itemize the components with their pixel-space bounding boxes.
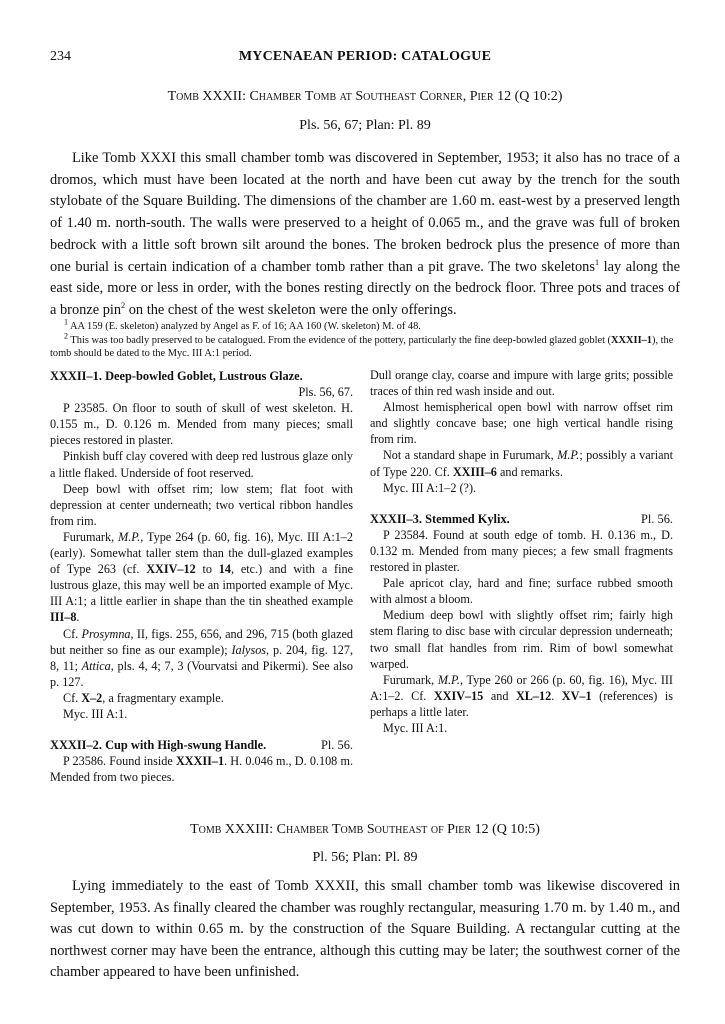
entry-paragraph: Furumark, M.P., Type 264 (p. 60, fig. 16), Myc. III A:1–2 (early). Somewhat taller stem than the dull-glazed examples of Type 263 (cf. XXIV–12 to 14, etc.) and with a fine lustrous glaze, this may well be an imported example of Myc. III A:1; a little earlier in shape than the tin sheathed example III–8. bbox=[50, 529, 354, 625]
entry-paragraph: Cf. X–2, a fragmentary example. bbox=[63, 690, 224, 705]
entry-date: Myc. III A:1. bbox=[63, 706, 128, 721]
entry-label: XXXII–2. Cup with High-swung Handle. bbox=[50, 738, 267, 753]
tomb-xxxii-heading: Tomb XXXII: Chamber Tomb at Southeast Corner, Pier 12 (Q 10:2) bbox=[167, 89, 563, 104]
tomb-xxxiii-heading: Tomb XXXIII: Chamber Tomb Southeast of Pier 12 (Q 10:5) bbox=[190, 822, 540, 837]
entry-plates: Pl. 56. bbox=[640, 511, 673, 526]
entry-label: XXXII–1. Deep-bowled Goblet, Lustrous Glaze. bbox=[50, 369, 303, 383]
footnote-1: $^1$ AA 159 (E. skeleton) analyzed by Angel as F. of 16; AA 160 (W. skeleton) M. of 48. bbox=[64, 317, 421, 332]
entry-paragraph: Pale apricot clay, hard and fine; surface rubbed smooth with almost a bloom. bbox=[370, 576, 673, 607]
catalogue-column-right bbox=[370, 367, 673, 736]
tomb-xxxii-plates: Pls. 56, 67; Plan: Pl. 89 bbox=[299, 118, 431, 133]
catalogue-column-left bbox=[50, 368, 353, 785]
tomb-xxxiii-intro bbox=[50, 876, 680, 984]
running-head bbox=[50, 49, 680, 69]
entry-paragraph: P 23586. Found inside XXXII–1. H. 0.046 m., D. 0.108 m. Mended from two pieces. bbox=[50, 754, 354, 785]
entry-paragraph: Furumark, M.P., Type 260 or 266 (p. 60, fig. 16), Myc. III A:1–2. Cf. XXIV–15 and XL–12. XV–1 (references) is perhaps a little later. bbox=[370, 672, 673, 719]
tomb-xxxii-intro bbox=[50, 148, 680, 322]
entry-paragraph: Almost hemispherical open bowl with narrow offset rim and slightly concave base; one high vertical handle rising from rim. bbox=[370, 400, 673, 447]
tomb-xxxiii-plates: Pl. 56; Plan: Pl. 89 bbox=[312, 850, 418, 865]
tomb-xxxiii-intro-paragraph: Lying immediately to the east of Tomb XXXII, this small chamber tomb was likewise discovered in September, 1953. As finally cleared the chamber was roughly rectangular, measuring 1.70 m. by 1.40 m., and was cut down to within 0.65 m. by the construction of the Square Building. A rectangular cutting at the northwest corner may have been the entrance, although this cutting may be later; the southwest corner of the chamber appeared to have been unfinished. bbox=[50, 878, 680, 981]
tomb-xxxii-intro-paragraph: Like Tomb XXXI this small chamber tomb was discovered in September, 1953; it also has no trace of a dromos, which must have been located at the north and have been cut away by the trench for the south stylobate of the Square Building. The dimensions of the chamber are 1.60 m. east-west by a preserved length of 1.40 m. north-south. The walls were preserved to a height of 0.065 m., and the grave was full of broken bedrock with a little soft brown silt around the bones. The broken bedrock plus the presence of more than one burial is certain indication of a chamber tomb rather than a pit grave. The two skeletons$^1$ lay along the east side, more or less in order, with the bones resting directly on the bedrock floor. Three pots and traces of a bronze pin$^2$ on the chest of the west skeleton were the only offerings. bbox=[50, 150, 680, 318]
entry-paragraph: P 23585. On floor to south of skull of west skeleton. H. 0.155 m., D. 0.126 m. Mended from many pieces; small pieces restored in plaster. bbox=[50, 401, 353, 448]
entry-paragraph: Not a standard shape in Furumark, M.P.; possibly a variant of Type 220. Cf. XXIII–6 and remarks. bbox=[370, 448, 674, 479]
entry-paragraph: Pinkish buff clay covered with deep red lustrous glaze only a little flaked. Underside of foot reserved. bbox=[50, 449, 353, 480]
entry-paragraph: Dull orange clay, coarse and impure with large grits; possible traces of thin red wash inside and out. bbox=[370, 368, 673, 399]
entry-heading-xxxii-1 bbox=[50, 368, 353, 384]
entry-plates: Pl. 56. bbox=[320, 738, 353, 753]
entry-label: XXXII–3. Stemmed Kylix. bbox=[370, 511, 510, 526]
entry-paragraph: Cf. Prosymna, II, figs. 255, 656, and 296, 715 (both glazed but neither so fine as our example); Ialysos, p. 204, fig. 127, 8, 11; Attica, pls. 4, 4; 7, 3 (Vourvatsi and Pikermi). See also p. 127. bbox=[50, 626, 354, 689]
entry-paragraph: P 23584. Found at south edge of tomb. H. 0.136 m., D. 0.132 m. Mended from many pieces; a few small fragments restored in plaster. bbox=[370, 527, 673, 575]
footnote-2: $^2$ This was too badly preserved to be catalogued. From the evidence of the pottery, particularly the fine deep-bowled glazed goblet (XXXII–1), the tomb should be dated to the Myc. III A:1 period. bbox=[50, 331, 674, 360]
footnotes bbox=[50, 317, 680, 361]
entry-heading-xxxii-2 bbox=[50, 737, 353, 753]
entry-paragraph: Medium deep bowl with slightly offset rim; fairly high stem flaring to disc base with circular depression underneath; two small flat handles from rim. Rim of bowl somewhat warped. bbox=[370, 608, 673, 671]
page-number: 234 bbox=[50, 49, 71, 64]
entry-date: Myc. III A:1. bbox=[383, 720, 448, 735]
entry-heading-xxxii-3 bbox=[370, 511, 673, 527]
running-title: MYCENAEAN PERIOD: CATALOGUE bbox=[238, 49, 492, 64]
entry-plates: Pls. 56, 67. bbox=[298, 385, 353, 400]
entry-date: Myc. III A:1–2 (?). bbox=[383, 480, 477, 495]
entry-paragraph: Deep bowl with offset rim; low stem; flat foot with depression at center underneath; two vertical ribbon handles from rim. bbox=[50, 481, 353, 528]
